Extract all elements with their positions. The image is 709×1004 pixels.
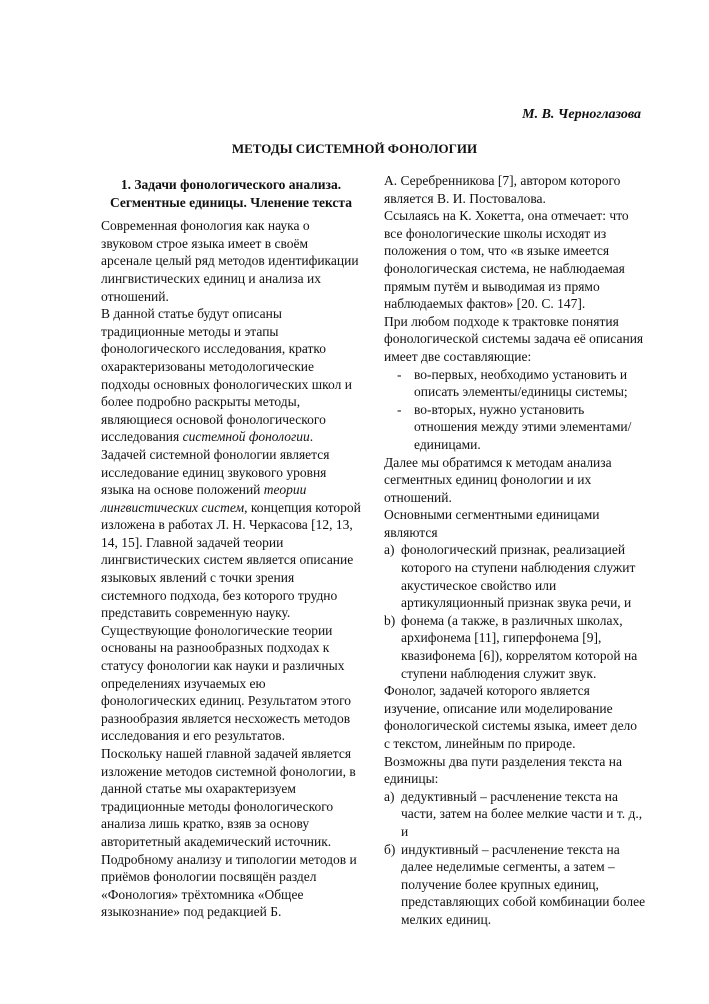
paragraph: Возможны два пути разделения текста на единицы: [384,753,622,787]
article-title: МЕТОДЫ СИСТЕМНОЙ ФОНОЛОГИИ [231,141,478,156]
paragraph: Далее мы обратимся к методам анализа сегментных единиц фонологии и их отношений. [384,454,612,505]
list-marker: a) [384,542,395,558]
paragraph: Фонолог, задачей которого является изучение, описание или моделирование фонологической системы языка, имеет дело с текстом, линейным по природе. [384,683,638,751]
list-item [397,401,646,454]
paragraph: При любом подходе к трактовке понятия фонологической системы задача её описания имеет две составляющие: [384,313,644,364]
paragraph: Современная фонология как наука о звуковом строе языка имеет в своём арсенале целый ряд методов идентификации лингвистических единиц и анализа их отношений. [101,218,359,304]
paragraph-text: . [309,429,314,445]
paragraph: Поскольку нашей главной задачей является изложение методов системной фонологии, в данной статье мы охарактеризуем традиционные методы фонологического анализа лишь кратко, взяв за основу авторитетный академический источник. [101,746,356,849]
section-heading: 1. Задачи фонологического анализа. Сегментные единицы. Членение текста [110,177,352,210]
paragraph: Подробному анализу и типологии методов и приёмов фонологии посвящён раздел «Фонология» трёхтомника «Общее языкознание» под редакцией Б. [101,851,357,920]
paragraph [101,446,361,622]
list-item-text: во-вторых, нужно установить отношения между этими элементами/единицами. [414,401,632,452]
list-item-text: индуктивный – расчленение текста на далее неделимые сегменты, а затем – получение более крупных единиц, представляющих собой комбинации более мелких единиц. [401,841,646,927]
paragraph-text: Задачей системной фонологии является исследование единиц звукового уровня языка на основе положений [101,446,330,498]
paragraph: Ссылаясь на К. Хокетта, она отмечает: что все фонологические школы исходят из положения о том, что «в языке имеется фонологическая система, не наблюдаемая прямым путём и выводимая из прямо наблюдаемых фактов» [20. С. 147]. [384,208,629,312]
list-marker: - [397,366,402,382]
list-marker: - [397,401,402,417]
list-item-text: во-первых, необходимо установить и описать элементы/единицы системы; [414,366,628,400]
list-marker: б) [384,841,396,857]
paragraph-text: , концепция которой изложена в работах Л. Н. Черкасова [12, 13, 14, 15]. Главной задачей теории лингвистических систем является описание языковых явлений с точки зрения системного подхода, без которого трудно представить современную науку. [101,499,361,621]
emphasis-term: системной фонологии [182,429,310,445]
list-marker: b) [384,612,396,628]
paragraph-text: В данной статье будут описаны традиционные методы и этапы фонологического исследования, кратко охарактеризованы методологические подходы основных фонологических школ и более подробно раскрыты методы, являющиеся основой фонологического исследования [101,306,352,445]
list-item [384,841,646,929]
right-column [384,172,646,929]
list-item-text: фонема (а также, в различных школах, архифонема [11], гиперфонема [9], квазифонема [6]), коррелятом которой на ступени наблюдения служит звук. [401,612,638,681]
left-column [101,172,361,921]
list-item [397,366,646,401]
paragraph: Основными сегментными единицами являются [384,507,600,540]
paragraph: Существующие фонологические теории основаны на разнообразных подходах к статусу фонологии как науки и различных определениях изучаемых ею фонологических единиц. Результатом этого разнообразия является несхожесть методов исследования и его результатов. [101,622,352,744]
author-name: М. В. Черноглазова [522,107,641,122]
list-marker: а) [384,788,395,804]
list-item-text: фонологический признак, реализацией которого на ступени наблюдения служит акустическое свойство или артикуляционный признак звука речи, и [401,542,636,611]
emphasis-term: теории лингвистических систем [101,482,307,515]
list-item-text: дедуктивный – расчленение текста на части, затем на более мелкие части и т. д., и [401,788,643,839]
list-item [384,612,646,682]
paragraph: А. Серебренникова [7], автором которого является В. И. Постовалова. [384,173,621,206]
list-item [384,788,646,841]
paragraph [101,305,361,446]
list-item [384,541,646,611]
